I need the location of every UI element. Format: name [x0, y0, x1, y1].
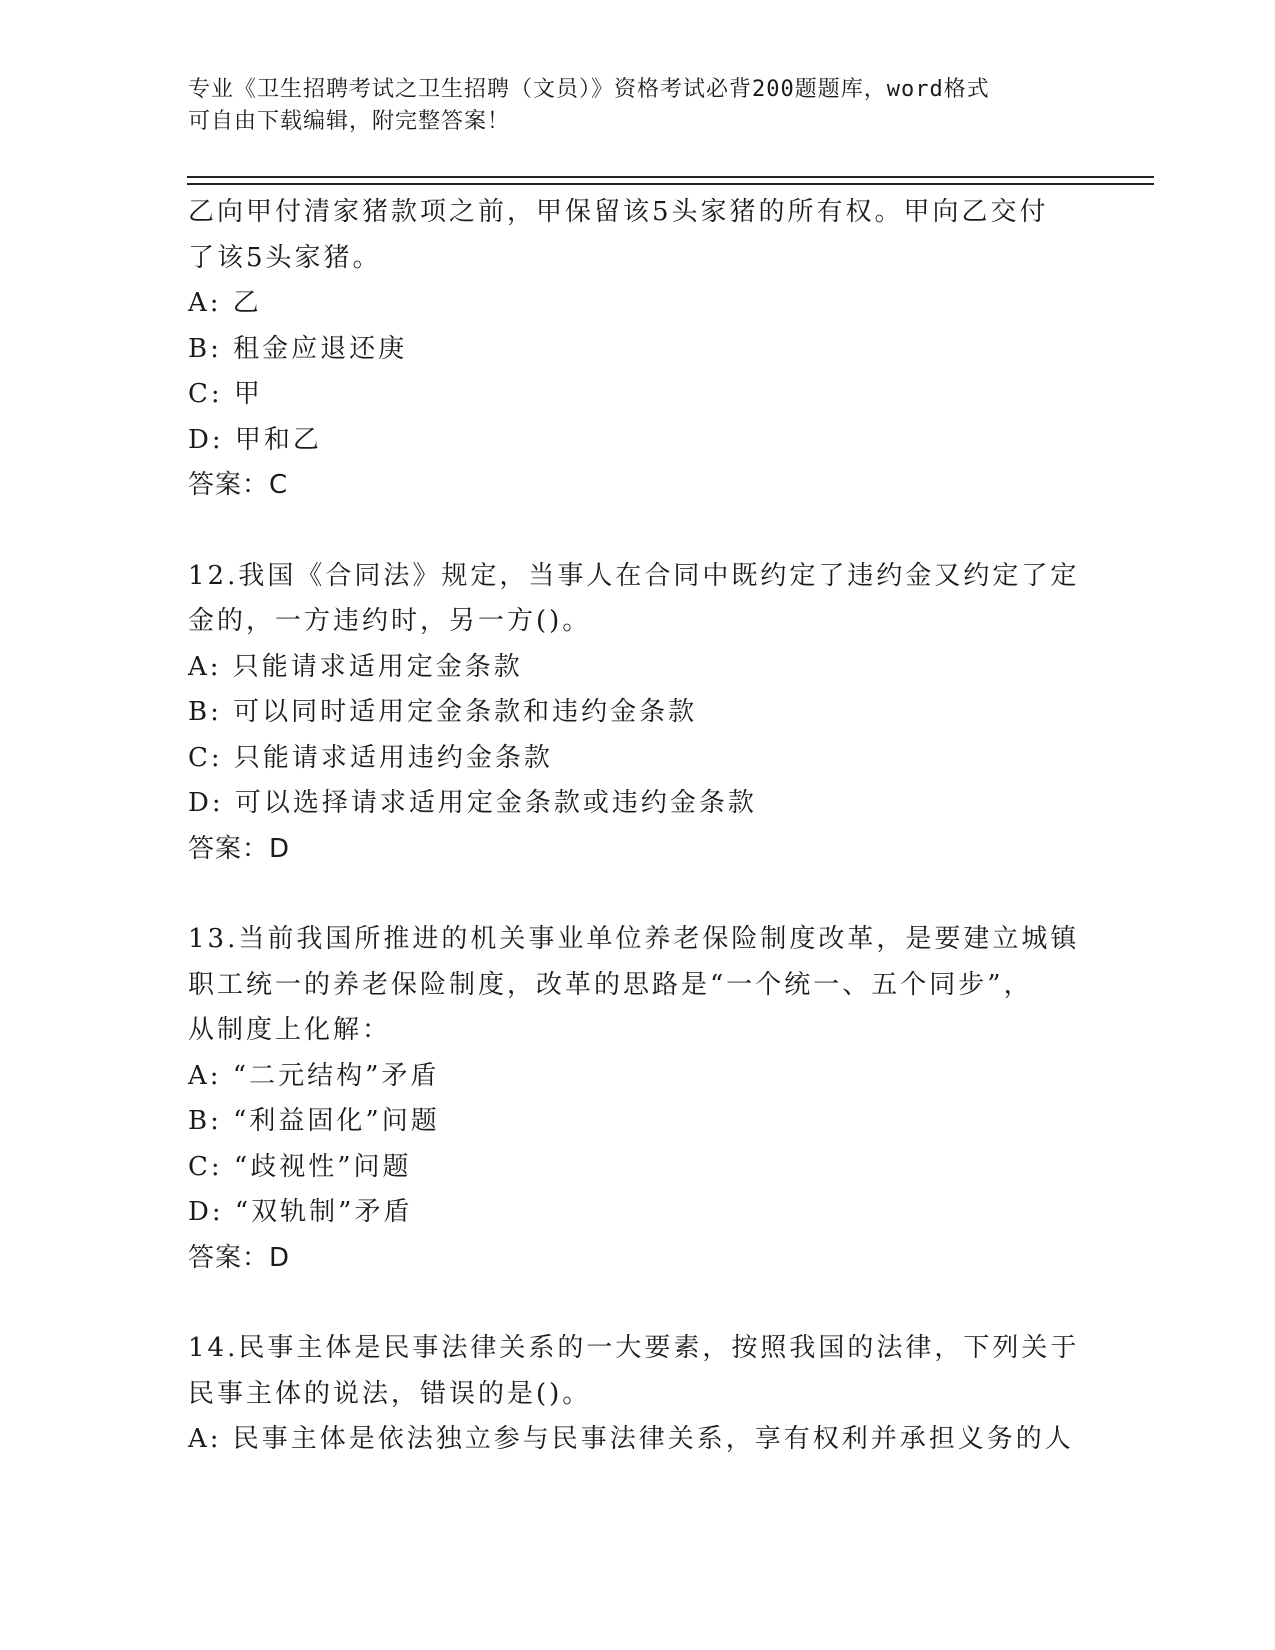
question-spacer [188, 1281, 1088, 1326]
question-12 [188, 554, 1088, 873]
question-stem-line: 了该5头家猪。 [188, 242, 382, 273]
option-c: C: 只能请求适用违约金条款 [188, 742, 553, 773]
question-13 [188, 917, 1088, 1281]
question-stem-line: 金的，一方违约时，另一方()。 [188, 606, 592, 636]
option-a: A: 民事主体是依法独立参与民事法律关系，享有权利并承担义务的人 [188, 1424, 1074, 1454]
question-spacer [188, 872, 1088, 917]
option-a: A: “二元结构”矛盾 [188, 1060, 440, 1091]
document-header [188, 74, 1088, 138]
question-14 [188, 1326, 1088, 1463]
option-c: C: “歧视性”问题 [188, 1151, 412, 1182]
option-b: B: “利益固化”问题 [188, 1106, 440, 1136]
option-b: B: 租金应退还庚 [188, 333, 408, 364]
header-divider-bottom [187, 183, 1154, 185]
question-stem-line: 民事主体的说法，错误的是()。 [188, 1378, 592, 1409]
option-a: A: 只能请求适用定金条款 [188, 651, 523, 682]
answer-line: 答案：D [188, 1242, 291, 1273]
question-content [188, 190, 1088, 1463]
header-divider-top [187, 176, 1154, 178]
option-c: C: 甲 [188, 379, 263, 409]
option-d: D: “双轨制”矛盾 [188, 1197, 413, 1227]
question-stem-line: 13.当前我国所推进的机关事业单位养老保险制度改革，是要建立城镇 [188, 924, 1080, 954]
option-d: D: 甲和乙 [188, 424, 322, 455]
question-stem-line: 14.民事主体是民事法律关系的一大要素，按照我国的法律，下列关于 [188, 1333, 1080, 1363]
question-stem-line: 职工统一的养老保险制度，改革的思路是“一个统一、五个同步”， [188, 969, 1033, 1000]
header-title-line-2: 可自由下载编辑，附完整答案！ [188, 109, 511, 134]
option-a: A: 乙 [188, 288, 262, 318]
answer-line: 答案：C [188, 470, 289, 500]
option-d: D: 可以选择请求适用定金条款或违约金条款 [188, 788, 757, 818]
question-11 [188, 190, 1088, 509]
question-stem-line: 从制度上化解： [188, 1015, 392, 1045]
question-spacer [188, 509, 1088, 554]
question-stem-line: 12.我国《合同法》规定，当事人在合同中既约定了违约金又约定了定 [188, 560, 1080, 591]
option-b: B: 可以同时适用定金条款和违约金条款 [188, 697, 698, 727]
answer-line: 答案：D [188, 833, 291, 864]
header-title-line-1: 专业《卫生招聘考试之卫生招聘（文员）》资格考试必背200题题库，word格式 [188, 77, 990, 102]
question-stem-line: 乙向甲付清家猪款项之前，甲保留该5头家猪的所有权。甲向乙交付 [188, 197, 1049, 227]
